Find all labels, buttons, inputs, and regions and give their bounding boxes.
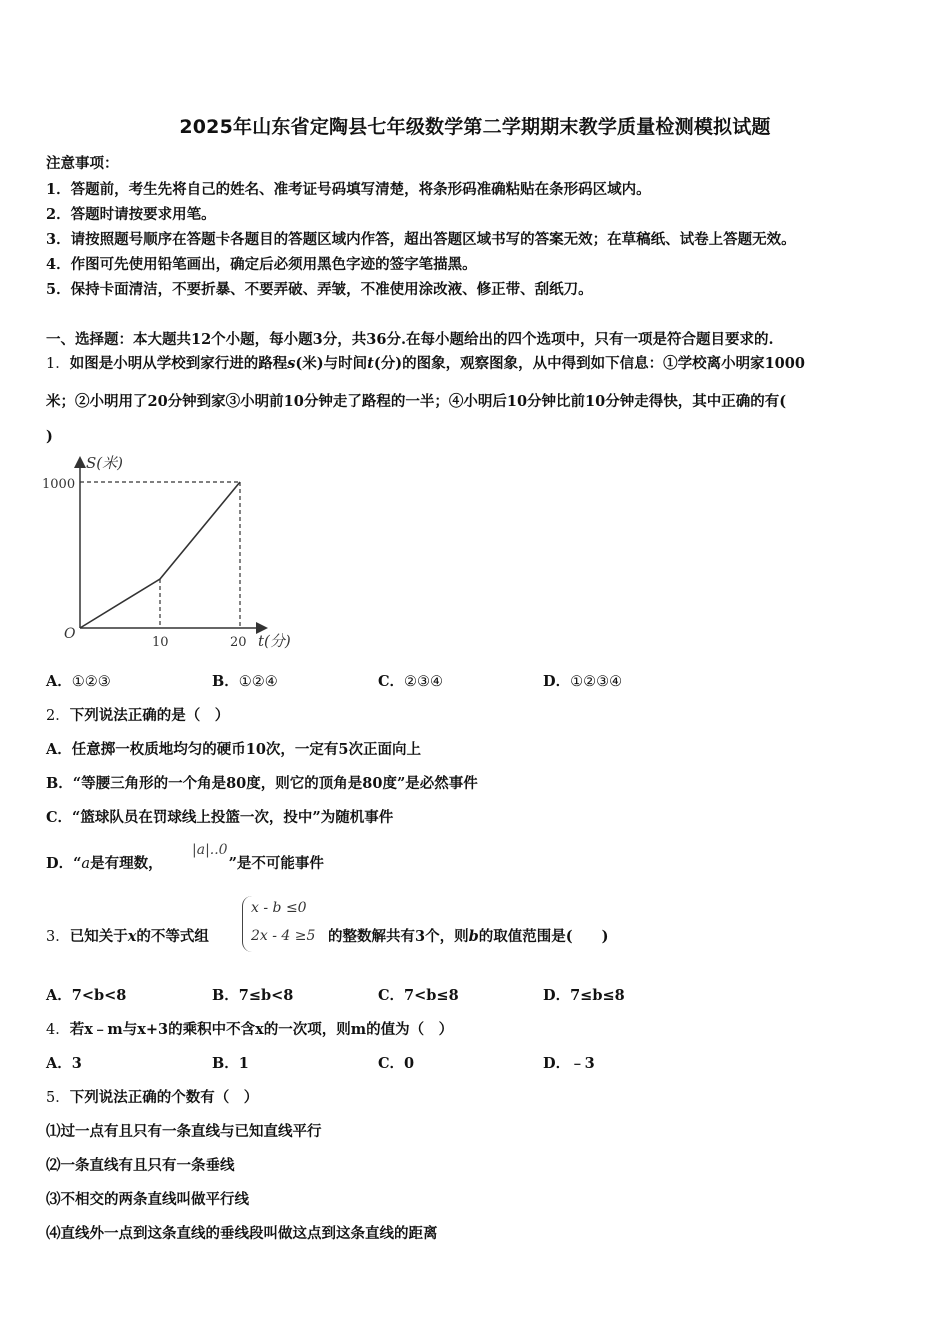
q2-option-c: C．“篮球队员在罚球线上投篮一次，投中”为随机事件 [46, 809, 394, 826]
q1-line-1 [46, 352, 805, 373]
x-axis-label: t(分) [258, 632, 291, 650]
q5-number: 5． [46, 1090, 70, 1106]
distance-curve [80, 482, 240, 628]
q3-text-b: 的不等式组 [136, 928, 209, 945]
q2-option-a: A．任意掷一枚质地均匀的硬币10次，一定有5次正面向上 [46, 741, 422, 758]
q1-line-3: ) [46, 428, 53, 445]
q3-option-b-text: 7≤b<8 [238, 987, 294, 1004]
q3-option-c-text: 7<b≤8 [404, 987, 459, 1004]
q5-item-3: ⑶不相交的两条直线叫做平行线 [46, 1191, 249, 1208]
q1-text-b: (米)与时间 [295, 355, 368, 372]
q5-stem-text: 下列说法正确的个数有（ ） [69, 1089, 259, 1106]
q1-option-c [378, 670, 443, 691]
note-item-3: 3．请按照题号顺序在答题卡各题目的答题区域内作答，超出答题区域书写的答案无效；在草稿纸、试卷上答题无效。 [46, 231, 796, 248]
q4-number: 4． [46, 1022, 70, 1038]
q1-option-d-letter: D． [543, 673, 571, 690]
origin-label: O [64, 626, 76, 642]
q1-var-t: t [367, 355, 374, 372]
x-tick-10: 10 [152, 635, 169, 650]
q2-stem [46, 704, 229, 725]
q2-option-d-a: D．“ [46, 855, 82, 872]
q3-option-d [543, 984, 625, 1005]
q4-option-b [212, 1052, 249, 1073]
q5-item-1: ⑴过一点有且只有一条直线与已知直线平行 [46, 1123, 322, 1140]
q4-stem-text: 若x﹣m与x+3的乘积中不含x的一次项，则m的值为（ ） [69, 1021, 454, 1038]
q3-inequality-system [242, 896, 329, 952]
note-item-4: 4．作图可先使用铅笔画出，确定后必须用黑色字迹的签字笔描黑。 [46, 256, 477, 273]
q3-option-d-letter: D． [543, 987, 571, 1004]
q4-option-d-text: ﹣3 [570, 1055, 595, 1072]
section-heading: 一、选择题：本大题共12个小题，每小题3分，共36分.在每小题给出的四个选项中，只有一项是符合题目要求的. [46, 331, 774, 348]
q3-stem-right [328, 925, 608, 946]
q4-option-c [378, 1052, 414, 1073]
q1-distance-time-graph [40, 452, 320, 654]
q3-text-a: 已知关于 [69, 928, 128, 945]
q3-option-a-letter: A． [46, 987, 72, 1004]
q4-stem [46, 1018, 453, 1039]
q1-var-s: s [287, 355, 296, 372]
q4-option-c-letter: C． [378, 1055, 405, 1072]
q1-option-c-text: ②③④ [404, 674, 444, 690]
q2-option-d [46, 852, 324, 873]
notes-heading: 注意事项： [46, 155, 119, 172]
q1-option-a [46, 670, 111, 691]
q3-option-c [378, 984, 459, 1005]
q1-text-c: (分)的图象，观察图象，从中得到如下信息：①学校离小明家1000 [373, 355, 805, 372]
q2-option-d-c: ”是不可能事件 [228, 855, 324, 872]
y-tick-1000: 1000 [42, 477, 76, 492]
q4-option-b-letter: B． [212, 1055, 239, 1072]
q3-option-a [46, 984, 126, 1005]
q2-stem-text: 下列说法正确的是（ ） [69, 707, 230, 724]
q3-stem-left [46, 925, 209, 946]
q4-option-d-letter: D． [543, 1055, 571, 1072]
q3-var-x: x [127, 928, 137, 945]
q2-option-d-b: 是有理数， [90, 855, 163, 872]
q4-option-d [543, 1052, 595, 1073]
x-tick-20: 20 [230, 635, 247, 650]
q3-text-c: 的整数解共有3个，则 [328, 928, 469, 945]
q1-text-a: 如图是小明从学校到家行进的路程 [69, 355, 288, 372]
q3-option-d-text: 7≤b≤8 [570, 987, 625, 1004]
q2-option-b: B．“等腰三角形的一个角是80度，则它的顶角是80度”是必然事件 [46, 775, 478, 792]
q3-option-b [212, 984, 293, 1005]
q2-option-d-var: a [81, 856, 91, 872]
q3-inequality-1: x - b ≤0 [251, 900, 307, 916]
q5-item-4: ⑷直线外一点到这条直线的垂线段叫做这点到这条直线的距离 [46, 1225, 438, 1242]
q5-stem [46, 1086, 258, 1107]
q4-option-b-text: 1 [238, 1055, 249, 1072]
q3-text-d: 的取值范围是( ) [478, 928, 609, 945]
q1-option-b-letter: B． [212, 673, 239, 690]
q3-option-b-letter: B． [212, 987, 239, 1004]
page-title: 2025年山东省定陶县七年级数学第二学期期末教学质量检测模拟试题 [179, 116, 771, 138]
q1-option-a-text: ①②③ [71, 674, 111, 690]
q1-number: 1． [46, 356, 70, 372]
q3-number: 3． [46, 929, 70, 945]
q3-option-c-letter: C． [378, 987, 405, 1004]
q1-option-b-text: ①②④ [238, 674, 278, 690]
note-item-5: 5．保持卡面清洁，不要折暴、不要弄破、弄皱，不准使用涂改液、修正带、刮纸刀。 [46, 281, 593, 298]
q1-option-d [543, 670, 622, 691]
q4-option-a [46, 1052, 82, 1073]
q1-option-c-letter: C． [378, 673, 405, 690]
q2-abs-expression: |a|..0 [192, 842, 228, 858]
q3-var-b: b [468, 928, 479, 945]
q5-item-2: ⑵一条直线有且只有一条垂线 [46, 1157, 235, 1174]
note-item-2: 2．答题时请按要求用笔。 [46, 206, 216, 223]
q1-option-d-text: ①②③④ [570, 674, 623, 690]
q1-option-b [212, 670, 278, 691]
q1-option-a-letter: A． [46, 673, 72, 690]
y-axis-label: S(米) [86, 454, 123, 472]
q3-option-a-text: 7<b<8 [71, 987, 127, 1004]
q4-option-a-letter: A． [46, 1055, 72, 1072]
note-item-1: 1．答题前，考生先将自己的姓名、准考证号码填写清楚，将条形码准确粘贴在条形码区域内。 [46, 181, 651, 198]
q3-inequality-2: 2x - 4 ≥5 [251, 928, 316, 944]
q4-option-a-text: 3 [71, 1055, 82, 1072]
q1-line-2: 米；②小明用了20分钟到家③小明前10分钟走了路程的一半；④小明后10分钟比前10分钟走得快，其中正确的有( [46, 393, 787, 410]
q4-option-c-text: 0 [404, 1055, 415, 1072]
q2-number: 2． [46, 708, 70, 724]
